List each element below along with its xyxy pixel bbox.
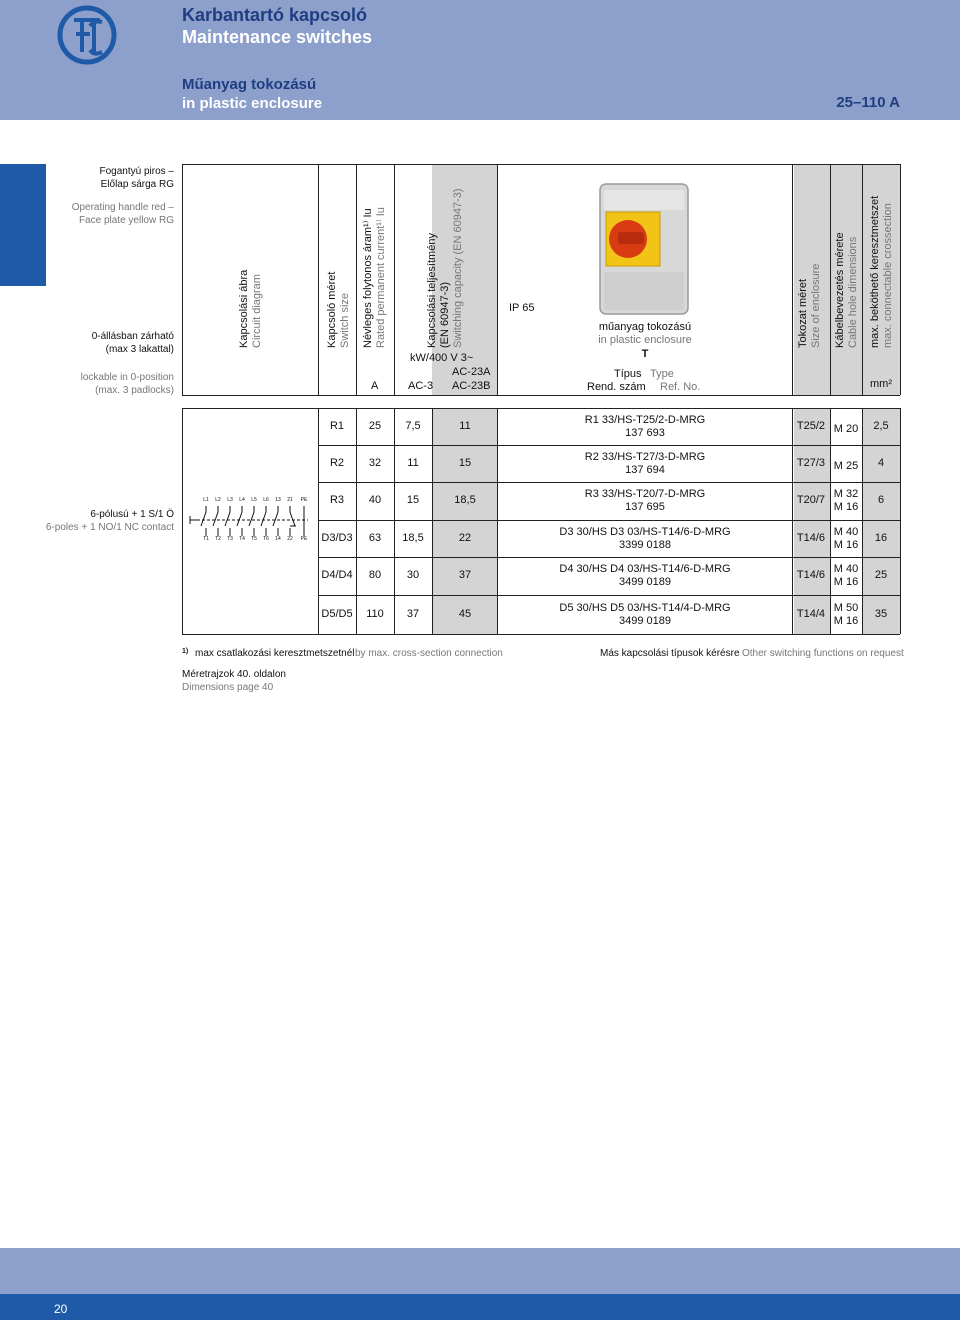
cable-hole-cell: M 16 [833, 501, 859, 513]
enclosure-size-cell: T14/6 [796, 569, 826, 581]
rule [318, 595, 900, 596]
rule [862, 164, 863, 395]
current-cell: 80 [368, 569, 382, 581]
gray-col-encl [794, 408, 830, 634]
cross-section-cell: 6 [877, 494, 885, 506]
subtitle-en: in plastic enclosure [182, 95, 323, 112]
footnote-hu: max csatlakozási keresztmetszetnél [195, 648, 355, 659]
lock-note-hu-1: 0-állásban zárható [91, 331, 174, 342]
rule [394, 164, 395, 395]
current-cell: 63 [368, 531, 382, 544]
rule [356, 408, 357, 634]
rule [792, 408, 793, 634]
cross-section-cell: 35 [874, 607, 888, 620]
cable-hole-cell: M 16 [833, 576, 859, 588]
circuit-terminal-label: 14 [275, 536, 281, 542]
ac3-cell: 30 [406, 569, 420, 581]
cross-header-hu: max. beköthető keresztmetszet [869, 195, 881, 348]
current-header-hu: Névleges folytonos áram¹⁾ Iu [362, 208, 374, 348]
enclosure-size-cell: T14/6 [796, 531, 826, 544]
current-cell: 25 [368, 419, 382, 432]
rule [900, 408, 901, 634]
circuit-terminal-label: PE [300, 497, 308, 503]
rule [318, 482, 900, 483]
circuit-terminal-label: L6 [263, 497, 269, 503]
switch-size-cell: R3 [329, 494, 345, 506]
footnote-mark: 1) [182, 648, 189, 655]
handle-note-en-2: Face plate yellow RG [78, 215, 174, 226]
switch-size-cell: R1 [329, 419, 345, 432]
dims-note-hu: Méretrajzok 40. oldalon [182, 669, 286, 680]
rule [497, 408, 498, 634]
footnote-en: by max. cross-section connection [355, 648, 503, 659]
circuit-terminal-label: T1 [203, 536, 209, 542]
side-tab-marker [0, 164, 46, 286]
type-code-cell: R2 33/HS-T27/3-D-MRG [584, 450, 706, 463]
lock-note-en-1: lockable in 0-position [80, 372, 174, 383]
rule [862, 408, 863, 634]
title-en: Maintenance switches [182, 27, 373, 47]
circuit-terminal-label: L2 [215, 497, 221, 503]
current-unit: A [371, 380, 379, 392]
ac3-cell: 7,5 [405, 419, 421, 432]
rule [318, 520, 900, 521]
ac3-cell: 11 [407, 456, 419, 469]
page-header [0, 0, 960, 120]
ac3-cell: 15 [406, 494, 420, 506]
cross-section-cell: 4 [877, 456, 885, 469]
cross-section-cell: 25 [874, 569, 888, 581]
circuit-header-en: Circuit diagram [251, 274, 263, 348]
type-code-cell: D5 30/HS D5 03/HS-T14/4-D-MRG [559, 601, 731, 614]
size-header-hu: Kapcsoló méret [326, 271, 338, 348]
other-functions-en: Other switching functions on request [742, 648, 904, 659]
footer-band [0, 1248, 960, 1294]
switch-size-cell: D3/D3 [321, 531, 353, 544]
rule [318, 408, 319, 634]
company-logo [56, 4, 118, 66]
circuit-terminal-label: 21 [287, 497, 293, 503]
enclosure-size-cell: T27/3 [796, 456, 826, 469]
rule [900, 164, 901, 395]
poles-note-hu: 6-pólusú + 1 S/1 Ö [90, 509, 174, 520]
ref-number-cell: 137 694 [625, 463, 665, 476]
handle-note-en-1: Operating handle red – [71, 202, 174, 213]
capacity-header-en: Switching capacity (EN 60947-3) [452, 188, 464, 348]
type-code-cell: R1 33/HS-T25/2-D-MRG [584, 413, 706, 426]
poles-note-en: 6-poles + 1 NO/1 NC contact [45, 522, 174, 533]
switch-product-image [590, 182, 696, 318]
circuit-terminal-label: T4 [239, 536, 245, 542]
cable-hole-cell: M 40 [833, 563, 859, 575]
type-hu: Típus [614, 368, 642, 380]
circuit-terminal-label: T6 [263, 536, 269, 542]
circuit-terminal-label: L5 [251, 497, 257, 503]
switch-size-cell: D4/D4 [321, 569, 353, 581]
circuit-terminal-label: T2 [215, 536, 221, 542]
ac23b-label: AC-23B [452, 380, 491, 392]
ref-number-cell: 3399 0188 [619, 538, 671, 551]
rule [394, 408, 395, 634]
rule [318, 164, 319, 395]
rule [356, 164, 357, 395]
ref-number-cell: 3499 0189 [619, 576, 671, 588]
cross-unit: mm² [870, 378, 892, 390]
lock-note-en-2: (max. 3 padlocks) [95, 385, 174, 396]
circuit-top-labels [186, 497, 316, 505]
ac3-label: AC-3 [408, 380, 434, 392]
capacity-header-hu-2: (EN 60947-3) [439, 281, 451, 348]
rule [792, 164, 793, 395]
cable-hole-cell: M 40 [833, 525, 859, 538]
rule [318, 557, 900, 558]
current-cell: 40 [368, 494, 382, 506]
circuit-bottom-labels [186, 536, 316, 544]
encl-size-header-en: Size of enclosure [810, 263, 822, 348]
encl-size-header-hu: Tokozat méret [797, 278, 809, 348]
type-code-cell: D4 30/HS D4 03/HS-T14/6-D-MRG [559, 563, 731, 575]
ac3-cell: 18,5 [402, 531, 424, 544]
cross-section-cell: 2,5 [873, 419, 889, 432]
circuit-terminal-label: 22 [287, 536, 293, 542]
rule [432, 408, 433, 634]
rule [182, 395, 900, 396]
ac23-cell: 18,5 [454, 494, 476, 506]
rule [830, 408, 831, 634]
gray-col-cross [862, 408, 900, 634]
ac23-cell: 37 [458, 569, 472, 581]
ac23a-label: AC-23A [452, 366, 491, 378]
type-code-cell: R3 33/HS-T20/7-D-MRG [584, 488, 706, 500]
cable-hole-cell: M 16 [833, 538, 859, 551]
page-number: 20 [54, 1302, 68, 1316]
circuit-terminal-label: L1 [203, 497, 209, 503]
lock-note-hu-2: (max 3 lakattal) [105, 344, 174, 355]
enclosure-en: in plastic enclosure [598, 334, 692, 346]
ac3-cell: 37 [406, 607, 420, 620]
capacity-header-hu-1: Kapcsolási teljesítmény [426, 233, 438, 348]
rule [182, 164, 183, 395]
ac23-cell: 11 [459, 419, 471, 432]
cable-hole-cell: M 50 [833, 601, 859, 614]
footer-bottom-band [0, 1294, 960, 1320]
circuit-terminal-label: 13 [275, 497, 281, 503]
ref-number-cell: 137 695 [625, 501, 665, 513]
ip-rating: IP 65 [509, 302, 535, 314]
rule [830, 164, 831, 395]
cable-header-hu: Kábelbevezetés mérete [834, 232, 846, 348]
circuit-terminal-label: L3 [227, 497, 233, 503]
circuit-terminal-label: PE [300, 536, 308, 542]
ac23-cell: 22 [458, 531, 472, 544]
enclosure-code: T [641, 348, 649, 360]
cable-header-en: Cable hole dimensions [847, 236, 859, 348]
circuit-terminal-label: T5 [251, 536, 257, 542]
rule [182, 634, 900, 635]
rule [182, 408, 183, 634]
cable-hole-cell: M 25 [833, 459, 859, 472]
enclosure-size-cell: T14/4 [796, 607, 826, 620]
ref-en: Ref. No. [660, 381, 701, 393]
circuit-terminal-label: T3 [227, 536, 233, 542]
enclosure-size-cell: T20/7 [796, 494, 826, 506]
circuit-terminal-label: L4 [239, 497, 245, 503]
handle-note-hu-2: Előlap sárga RG [100, 179, 174, 190]
size-header-en: Switch size [339, 292, 351, 348]
cable-hole-cell: M 20 [833, 422, 859, 435]
ac23-cell: 15 [458, 456, 472, 469]
cable-hole-cell: M 32 [833, 488, 859, 500]
ref-number-cell: 137 693 [625, 426, 665, 439]
handle-note-hu-1: Fogantyú piros – [99, 166, 174, 177]
current-header-en: Rated permanent current¹⁾ Iu [375, 207, 387, 348]
gray-col-ac23 [432, 408, 498, 634]
current-cell: 110 [366, 607, 384, 620]
other-functions-hu: Más kapcsolási típusok kérésre [600, 648, 740, 659]
type-en: Type [650, 368, 674, 380]
subtitle-hu: Műanyag tokozású [182, 76, 317, 93]
ref-number-cell: 3499 0189 [619, 614, 671, 627]
circuit-header-hu: Kapcsolási ábra [238, 269, 250, 348]
cable-hole-cell: M 16 [833, 614, 859, 627]
current-range: 25–110 A [836, 94, 900, 111]
switch-size-cell: D5/D5 [321, 607, 353, 620]
cross-header-en: max. connectable crossection [882, 203, 894, 348]
rule [318, 445, 900, 446]
ref-hu: Rend. szám [587, 381, 646, 393]
enclosure-size-cell: T25/2 [796, 419, 826, 432]
switch-size-cell: R2 [329, 456, 345, 469]
title-hu: Karbantartó kapcsoló [182, 5, 368, 25]
rule [497, 164, 498, 395]
current-cell: 32 [368, 456, 382, 469]
kw-label: kW/400 V 3~ [410, 352, 474, 364]
cross-section-cell: 16 [874, 531, 888, 544]
type-code-cell: D3 30/HS D3 03/HS-T14/6-D-MRG [559, 525, 731, 538]
dims-note-en: Dimensions page 40 [182, 682, 274, 693]
ac23-cell: 45 [458, 607, 472, 620]
enclosure-hu: műanyag tokozású [598, 321, 692, 333]
